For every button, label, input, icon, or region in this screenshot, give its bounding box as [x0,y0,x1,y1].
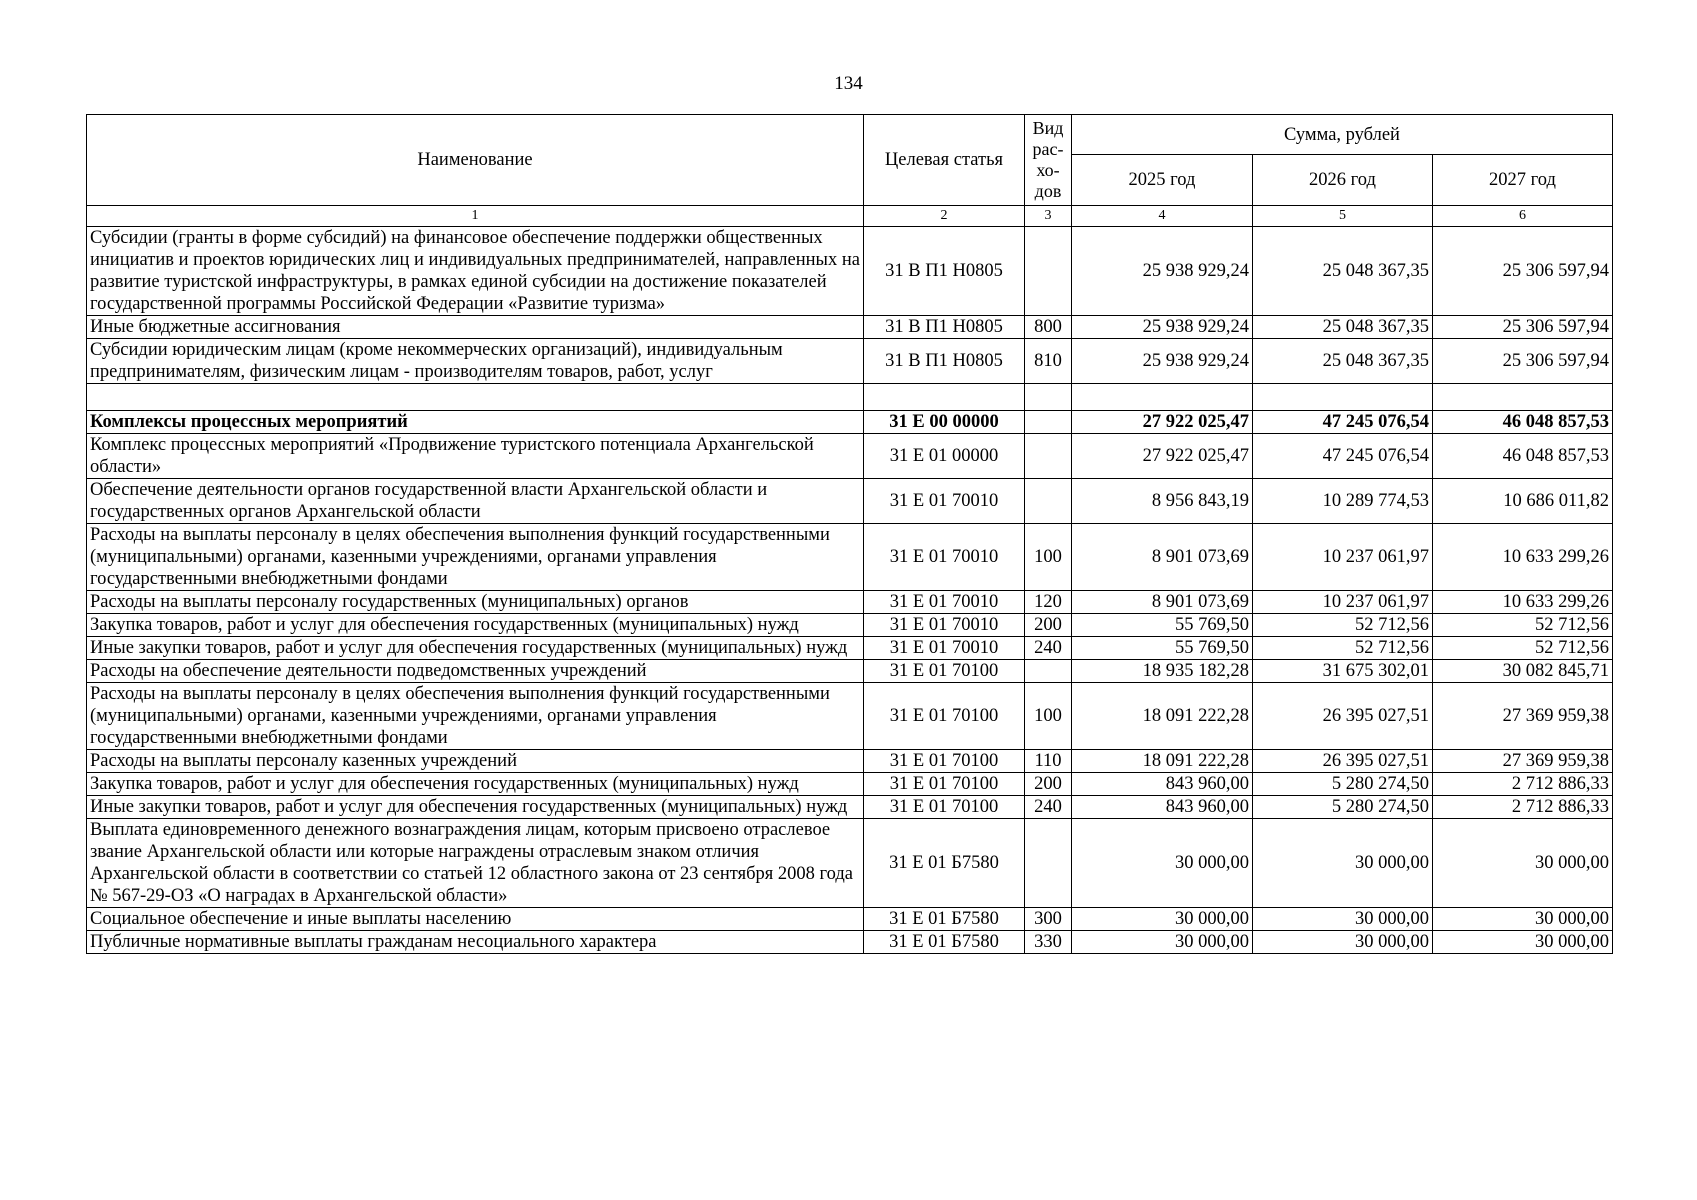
row-amount-2026: 31 675 302,01 [1253,660,1433,683]
row-name: Расходы на обеспечение деятельности подведомственных учреждений [87,660,864,683]
table-row [87,384,1613,411]
row-amount-2027: 10 686 011,82 [1433,479,1613,524]
row-amount-2027: 52 712,56 [1433,637,1613,660]
row-expense-type: 200 [1025,614,1072,637]
row-amount-2025: 30 000,00 [1072,908,1253,931]
row-expense-type: 200 [1025,773,1072,796]
table-row [87,434,1613,479]
row-amount-2027: 2 712 886,33 [1433,796,1613,819]
row-name: Субсидии (гранты в форме субсидий) на финансовое обеспечение поддержки общественных инициатив и проектов юридических лиц и индивидуальных предпринимателей, направленных на развитие туристской инфраструктуры, в рамках единой субсидии на достижение показателей государственной программы Российской Федерации «Развитие туризма» [87,227,864,316]
row-name: Иные закупки товаров, работ и услуг для обеспечения государственных (муниципальных) нужд [87,637,864,660]
row-target-code: 31 Е 00 00000 [864,411,1025,434]
row-expense-type: 100 [1025,683,1072,750]
row-name: Расходы на выплаты персоналу государственных (муниципальных) органов [87,591,864,614]
header-2027: 2027 год [1433,155,1613,206]
budget-table [86,114,1613,954]
header-vid: Вид рас-хо-дов [1025,115,1072,206]
row-amount-2027: 30 082 845,71 [1433,660,1613,683]
row-expense-type: 120 [1025,591,1072,614]
row-amount-2027: 10 633 299,26 [1433,591,1613,614]
header-2026: 2026 год [1253,155,1433,206]
row-target-code: 31 В П1 Н0805 [864,339,1025,384]
row-amount-2027: 2 712 886,33 [1433,773,1613,796]
column-number-row [87,206,1613,227]
table-row [87,660,1613,683]
row-name: Комплексы процессных мероприятий [87,411,864,434]
row-target-code: 31 Е 01 70010 [864,614,1025,637]
column-number: 2 [864,206,1025,227]
row-amount-2026: 26 395 027,51 [1253,750,1433,773]
table-row [87,411,1613,434]
row-amount-2026: 52 712,56 [1253,637,1433,660]
row-name: Публичные нормативные выплаты гражданам несоциального характера [87,931,864,954]
column-number: 4 [1072,206,1253,227]
row-amount-2025: 25 938 929,24 [1072,227,1253,316]
row-amount-2027: 46 048 857,53 [1433,411,1613,434]
row-expense-type [1025,660,1072,683]
row-amount-2027: 46 048 857,53 [1433,434,1613,479]
row-expense-type: 300 [1025,908,1072,931]
row-amount-2026: 25 048 367,35 [1253,227,1433,316]
row-expense-type [1025,384,1072,411]
row-expense-type [1025,434,1072,479]
row-amount-2025: 55 769,50 [1072,637,1253,660]
row-expense-type [1025,819,1072,908]
row-name: Иные закупки товаров, работ и услуг для обеспечения государственных (муниципальных) нужд [87,796,864,819]
row-target-code: 31 В П1 Н0805 [864,316,1025,339]
row-amount-2027 [1433,384,1613,411]
row-amount-2025 [1072,384,1253,411]
table-row [87,339,1613,384]
row-amount-2026: 30 000,00 [1253,931,1433,954]
row-amount-2026: 30 000,00 [1253,819,1433,908]
row-expense-type: 800 [1025,316,1072,339]
row-amount-2026: 25 048 367,35 [1253,316,1433,339]
table-row [87,819,1613,908]
row-amount-2027: 52 712,56 [1433,614,1613,637]
row-amount-2025: 8 901 073,69 [1072,524,1253,591]
row-amount-2025: 30 000,00 [1072,931,1253,954]
header-target: Целевая статья [864,115,1025,206]
row-amount-2025: 25 938 929,24 [1072,316,1253,339]
row-name: Расходы на выплаты персоналу казенных учреждений [87,750,864,773]
row-target-code: 31 Е 01 70100 [864,750,1025,773]
row-name: Обеспечение деятельности органов государственной власти Архангельской области и государственных органов Архангельской области [87,479,864,524]
row-name: Комплекс процессных мероприятий «Продвижение туристского потенциала Архангельской области» [87,434,864,479]
row-target-code: 31 Е 01 Б7580 [864,908,1025,931]
row-name: Закупка товаров, работ и услуг для обеспечения государственных (муниципальных) нужд [87,614,864,637]
row-amount-2025: 18 935 182,28 [1072,660,1253,683]
column-number: 3 [1025,206,1072,227]
row-name: Выплата единовременного денежного вознаграждения лицам, которым присвоено отраслевое звание Архангельской области или которые награждены отраслевым знаком отличия Архангельской области в соответствии со статьей 12 областного закона от 23 сентября 2008 года № 567-29-ОЗ «О наградах в Архангельской области» [87,819,864,908]
row-amount-2026 [1253,384,1433,411]
row-amount-2026: 5 280 274,50 [1253,796,1433,819]
row-amount-2026: 10 237 061,97 [1253,524,1433,591]
row-expense-type: 810 [1025,339,1072,384]
row-amount-2025: 843 960,00 [1072,796,1253,819]
table-row [87,637,1613,660]
header-2025: 2025 год [1072,155,1253,206]
header-name: Наименование [87,115,864,206]
row-target-code: 31 Е 01 70100 [864,773,1025,796]
row-amount-2026: 47 245 076,54 [1253,434,1433,479]
table-row [87,750,1613,773]
row-target-code: 31 Е 01 70010 [864,637,1025,660]
table-row [87,614,1613,637]
table-body [87,227,1613,954]
column-number: 5 [1253,206,1433,227]
row-amount-2027: 30 000,00 [1433,931,1613,954]
row-amount-2027: 25 306 597,94 [1433,227,1613,316]
row-amount-2027: 27 369 959,38 [1433,683,1613,750]
row-target-code: 31 Е 01 Б7580 [864,819,1025,908]
row-expense-type [1025,411,1072,434]
row-target-code: 31 Е 01 Б7580 [864,931,1025,954]
row-expense-type: 110 [1025,750,1072,773]
row-target-code: 31 Е 01 00000 [864,434,1025,479]
row-name [87,384,864,411]
row-amount-2026: 5 280 274,50 [1253,773,1433,796]
row-amount-2027: 25 306 597,94 [1433,316,1613,339]
row-expense-type: 100 [1025,524,1072,591]
row-target-code: 31 Е 01 70010 [864,591,1025,614]
row-target-code [864,384,1025,411]
table-row [87,796,1613,819]
row-amount-2025: 8 956 843,19 [1072,479,1253,524]
header-sum: Сумма, рублей [1072,115,1613,155]
row-amount-2025: 8 901 073,69 [1072,591,1253,614]
row-amount-2026: 47 245 076,54 [1253,411,1433,434]
table-row [87,316,1613,339]
row-expense-type: 240 [1025,637,1072,660]
row-target-code: 31 Е 01 70100 [864,796,1025,819]
row-name: Социальное обеспечение и иные выплаты населению [87,908,864,931]
row-amount-2026: 10 289 774,53 [1253,479,1433,524]
row-amount-2025: 55 769,50 [1072,614,1253,637]
row-amount-2025: 843 960,00 [1072,773,1253,796]
table-row [87,591,1613,614]
row-amount-2025: 18 091 222,28 [1072,683,1253,750]
row-target-code: 31 Е 01 70100 [864,683,1025,750]
row-name: Расходы на выплаты персоналу в целях обеспечения выполнения функций государственными (муниципальными) органами, казенными учреждениями, органами управления государственными внебюджетными фондами [87,524,864,591]
table-row [87,931,1613,954]
table-row [87,479,1613,524]
row-target-code: 31 Е 01 70010 [864,479,1025,524]
row-amount-2027: 10 633 299,26 [1433,524,1613,591]
column-number: 1 [87,206,864,227]
row-amount-2027: 30 000,00 [1433,819,1613,908]
table-row [87,227,1613,316]
row-amount-2027: 27 369 959,38 [1433,750,1613,773]
row-target-code: 31 Е 01 70100 [864,660,1025,683]
row-name: Субсидии юридическим лицам (кроме некоммерческих организаций), индивидуальным предпринимателям, физическим лицам - производителям товаров, работ, услуг [87,339,864,384]
row-amount-2026: 30 000,00 [1253,908,1433,931]
row-expense-type: 330 [1025,931,1072,954]
row-expense-type: 240 [1025,796,1072,819]
row-amount-2025: 25 938 929,24 [1072,339,1253,384]
row-amount-2026: 10 237 061,97 [1253,591,1433,614]
row-amount-2025: 27 922 025,47 [1072,411,1253,434]
row-amount-2027: 25 306 597,94 [1433,339,1613,384]
column-number: 6 [1433,206,1613,227]
table-row [87,524,1613,591]
row-name: Иные бюджетные ассигнования [87,316,864,339]
row-amount-2026: 25 048 367,35 [1253,339,1433,384]
table-row [87,908,1613,931]
row-amount-2025: 27 922 025,47 [1072,434,1253,479]
row-expense-type [1025,479,1072,524]
row-name: Расходы на выплаты персоналу в целях обеспечения выполнения функций государственными (муниципальными) органами, казенными учреждениями, органами управления государственными внебюджетными фондами [87,683,864,750]
table-row [87,773,1613,796]
row-expense-type [1025,227,1072,316]
row-target-code: 31 Е 01 70010 [864,524,1025,591]
row-name: Закупка товаров, работ и услуг для обеспечения государственных (муниципальных) нужд [87,773,864,796]
page-number: 134 [834,73,863,94]
table-row [87,683,1613,750]
row-amount-2026: 52 712,56 [1253,614,1433,637]
row-amount-2025: 18 091 222,28 [1072,750,1253,773]
row-amount-2027: 30 000,00 [1433,908,1613,931]
row-target-code: 31 В П1 Н0805 [864,227,1025,316]
row-amount-2025: 30 000,00 [1072,819,1253,908]
row-amount-2026: 26 395 027,51 [1253,683,1433,750]
